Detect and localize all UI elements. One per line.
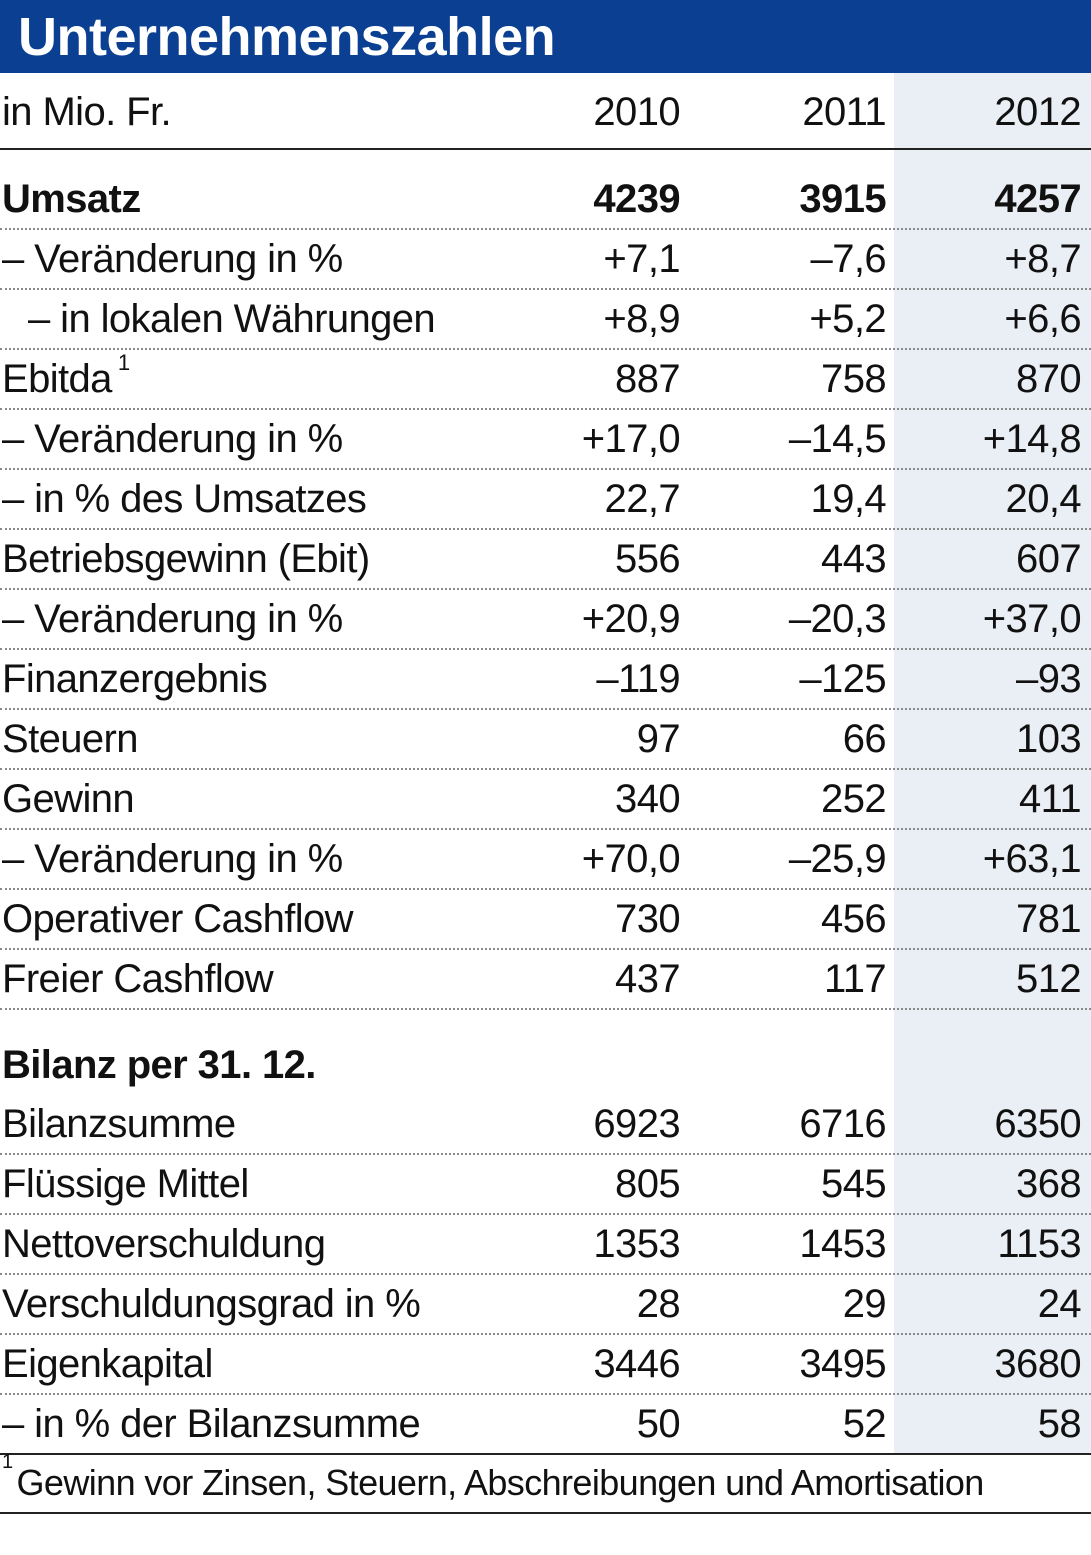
year-header-2012: 2012 (994, 89, 1081, 134)
row-label: Bilanzsumme (2, 1101, 236, 1146)
row-label: – in % des Umsatzes (2, 476, 367, 521)
title-bar (0, 0, 1091, 73)
row-value-2011: 6716 (799, 1101, 886, 1146)
row-value-2012: –93 (1016, 656, 1081, 701)
row-value-2010: 340 (615, 776, 680, 821)
row-value-2012: +14,8 (982, 416, 1081, 461)
row-value-2010: +7,1 (603, 236, 680, 281)
row-label: Operativer Cashflow (2, 896, 353, 941)
year-header-2011: 2011 (802, 89, 886, 134)
row-label: Flüssige Mittel (2, 1161, 249, 1206)
table-row (0, 950, 1091, 1010)
row-value-2010: 4239 (593, 176, 680, 221)
row-value-2011: 545 (821, 1161, 886, 1206)
footnote-mark: 1 (117, 350, 130, 375)
row-value-2010: 805 (615, 1161, 680, 1206)
section-heading: Bilanz per 31. 12. (2, 1042, 316, 1087)
row-label-with-footnote (2, 350, 129, 408)
row-value-2010: +20,9 (581, 596, 680, 641)
table-row (0, 230, 1091, 290)
row-value-2011: 443 (821, 536, 886, 581)
row-value-2010: 3446 (593, 1341, 680, 1386)
table-row (0, 1335, 1091, 1395)
table-row (0, 1215, 1091, 1275)
row-value-2011: –7,6 (810, 236, 886, 281)
table-row (0, 350, 1091, 410)
row-value-2011: –125 (799, 656, 886, 701)
bottom-rule (0, 1512, 1091, 1514)
table-row (0, 770, 1091, 830)
row-label: Ebitda (2, 356, 112, 401)
row-label: – Veränderung in % (2, 416, 343, 461)
row-value-2010: 437 (615, 956, 680, 1001)
page-title: Unternehmenszahlen (18, 7, 556, 67)
row-label: Umsatz (2, 176, 141, 221)
row-value-2011: –20,3 (788, 596, 886, 641)
row-label: – Veränderung in % (2, 236, 343, 281)
row-value-2011: 758 (821, 356, 886, 401)
row-value-2010: +8,9 (603, 296, 680, 341)
table-row (0, 890, 1091, 950)
row-value-2011: 52 (842, 1401, 886, 1446)
table-row (0, 830, 1091, 890)
row-value-2010: 28 (636, 1281, 680, 1326)
row-value-2011: 66 (842, 716, 886, 761)
row-value-2012: 368 (1016, 1161, 1081, 1206)
footnote-mark: 1 (2, 1451, 13, 1473)
row-label: Eigenkapital (2, 1341, 213, 1386)
row-label: Freier Cashflow (2, 956, 274, 1001)
row-value-2010: 22,7 (604, 476, 680, 521)
table-row (0, 1095, 1091, 1155)
row-value-2010: 730 (615, 896, 680, 941)
table-row (0, 650, 1091, 710)
table-row (0, 1155, 1091, 1215)
row-value-2011: +5,2 (809, 296, 886, 341)
row-value-2011: 1453 (799, 1221, 886, 1266)
row-value-2010: +70,0 (581, 836, 680, 881)
row-value-2012: 3680 (994, 1341, 1081, 1386)
row-value-2012: 58 (1037, 1401, 1081, 1446)
row-value-2011: 19,4 (810, 476, 886, 521)
row-value-2011: 3915 (799, 176, 886, 221)
row-value-2012: 1153 (997, 1221, 1081, 1266)
table-row (0, 170, 1091, 230)
row-value-2012: +63,1 (982, 836, 1081, 881)
row-label: – in % der Bilanzsumme (2, 1401, 421, 1446)
footnote (2, 1451, 984, 1504)
row-value-2011: 3495 (799, 1341, 886, 1386)
row-value-2011: –25,9 (788, 836, 886, 881)
row-value-2012: 411 (1019, 776, 1081, 821)
row-value-2012: +6,6 (1004, 296, 1081, 341)
row-value-2011: 29 (842, 1281, 886, 1326)
table-row (0, 290, 1091, 350)
footnote-text: Gewinn vor Zinsen, Steuern, Abschreibungen und Amortisation (16, 1462, 984, 1503)
row-label: Steuern (2, 716, 138, 761)
balance-section-heading (0, 1035, 1091, 1095)
row-value-2011: –14,5 (788, 416, 886, 461)
row-value-2010: 887 (615, 356, 680, 401)
row-value-2010: 6923 (593, 1101, 680, 1146)
row-value-2012: 24 (1037, 1281, 1081, 1326)
row-label: – Veränderung in % (2, 836, 343, 881)
row-value-2012: +8,7 (1004, 236, 1081, 281)
year-header-2010: 2010 (593, 89, 680, 134)
row-value-2010: 1353 (593, 1221, 680, 1266)
row-value-2010: 50 (636, 1401, 680, 1446)
row-label: Gewinn (2, 776, 135, 821)
row-value-2010: 556 (615, 536, 680, 581)
row-value-2010: –119 (596, 656, 680, 701)
row-label: Verschuldungsgrad in % (2, 1281, 421, 1326)
row-value-2011: 117 (824, 956, 886, 1001)
row-value-2011: 252 (821, 776, 886, 821)
row-value-2011: 456 (821, 896, 886, 941)
table-row (0, 1275, 1091, 1335)
table-row (0, 530, 1091, 590)
row-value-2012: 870 (1016, 356, 1081, 401)
table-row (0, 710, 1091, 770)
row-value-2012: 781 (1016, 896, 1081, 941)
table-row (0, 590, 1091, 650)
row-label: Nettoverschuldung (2, 1221, 326, 1266)
row-label: – Veränderung in % (2, 596, 343, 641)
row-value-2012: 4257 (994, 176, 1081, 221)
table-row (0, 470, 1091, 530)
row-value-2010: +17,0 (581, 416, 680, 461)
row-value-2012: 512 (1016, 956, 1081, 1001)
row-value-2010: 97 (636, 716, 680, 761)
row-value-2012: 20,4 (1005, 476, 1081, 521)
row-value-2012: 6350 (994, 1101, 1081, 1146)
table-row (0, 410, 1091, 470)
table-row (0, 1395, 1091, 1455)
unit-label: in Mio. Fr. (2, 89, 171, 134)
table-header (0, 76, 1091, 150)
row-value-2012: 607 (1016, 536, 1081, 581)
row-value-2012: +37,0 (982, 596, 1081, 641)
row-label: Finanzergebnis (2, 656, 268, 701)
row-label: Betriebsgewinn (Ebit) (2, 536, 370, 581)
row-label: – in lokalen Währungen (28, 296, 436, 341)
row-value-2012: 103 (1016, 716, 1081, 761)
